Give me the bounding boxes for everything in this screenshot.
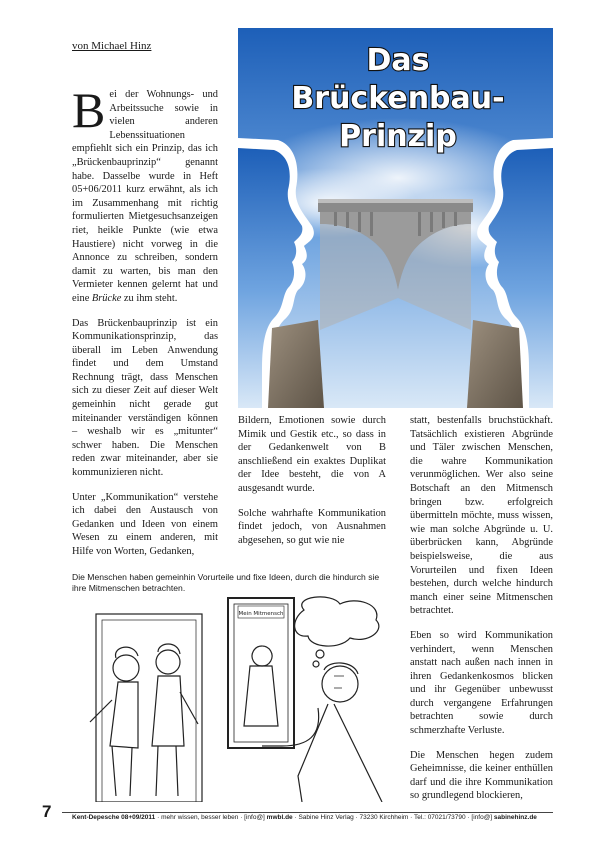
drop-cap: B (72, 82, 106, 138)
text-column-3 (410, 414, 553, 814)
paragraph: Bildern, Emotionen sowie durch Mimik und Gestik etc., so dass in der Gedankenwelt von B anschließend ein exaktes Duplikat der Idee besteht, die von A ausgesandt wurde. (238, 415, 386, 494)
sketch-illustration (72, 596, 390, 802)
figure-caption: Die Menschen haben gemeinhin Vorurteile und fixe Ideen, durch die hindurch sie ihre Mitmenschen betrachten. (72, 572, 380, 593)
paragraph: statt, bestenfalls bruchstückhaft. Tatsächlich existieren Abgründe und Täler zwischen Menschen, die wahre Kommunikation verunmöglichen. Wer also seine Botschaft an den Mitmensch bringen bzw. erfolgreich übermitteln möchte, muss wissen, wie man solche Abgründe u. U. überbrücken kann, Abgründe beispielsweise, die aus Vorurteilen und fixen Ideen bestehen, durch welche hindurch manch einer seine Mitmenschen betrachtet. (410, 415, 553, 617)
hero-title-line-2: Brückenbau- (291, 81, 505, 116)
paragraph: Bei der Wohnungs- und Arbeitssuche sowie in vielen anderen Lebenssituationen empfiehlt sich ein Prinzip, das ich „Brückenbauprinzip“ genannt habe. Dasselbe wurde in Heft 05+06/2011 kurz erwähnt, als ich im Zusammenhang mit richtig formulierten Mietgesuchsanzeigen riet, heikle Punkte (wie etwa Haustiere) nicht vorweg in die Annonce zu schreiben, sondern damit zu warten, bis man den Vermieter kennen gelernt hat und eine Brücke zu ihm steht. (72, 82, 218, 304)
paragraph: Die Menschen hegen zudem Geheimnisse, die keiner enthüllen darf und die ihre Kommunikation so grundlegend blockieren, (410, 749, 553, 802)
sketch-drawing (72, 596, 390, 802)
hero-illustration (238, 28, 553, 408)
byline: von Michael Hinz (72, 40, 152, 52)
text-column-2 (238, 414, 386, 558)
paragraph: Solche wahrhafte Kommunikation findet jedoch, von Ausnahmen abgesehen, so gut wie nie (238, 507, 386, 546)
paragraph: Das Brückenbauprinzip ist ein Kommunikationsprinzip, das überall im Leben Anwendung findet und dem Umstand Rechnung trägt, dass Menschen sich zu dieser Zeit auf dieser Welt gemeinhin nicht gerade gut miteinander verständigen können – weshalb wir es „mitunter“ schwer haben. Die Menschen reden zwar miteinander, aber sie kommunizieren nicht. (72, 317, 218, 479)
text-column-1 (72, 82, 218, 570)
left-rock (268, 320, 324, 408)
bridge-profiles-image (238, 28, 553, 408)
footer-site-link[interactable]: mwbl.de (266, 814, 293, 821)
paragraph: Eben so wird Kommunikation verhindert, wenn Menschen anstatt nach außen nach innen in ihren Gedankenkosmos blicken und ihr Gegenüber unbewusst durch vergangene Erfahrungen betrachten sowie durch schmerzhafte Verluste. (410, 629, 553, 737)
hero-title-line-3: Prinzip (339, 119, 457, 154)
footer-issue: Kent-Depesche 08+09/2011 (72, 814, 156, 821)
right-rock (467, 320, 523, 408)
footer-bar: Kent-Depesche 08+09/2011 · mehr wissen, besser leben · [info@] mwbl.de · Sabine Hinz Verlag · 73230 Kirchheim · Tel.: 07021/73790 · [info@] sabinehinz.de (72, 814, 537, 821)
mirror-label: Mein Mitmensch (238, 611, 284, 617)
footer-publisher-link[interactable]: sabinehinz.de (493, 814, 537, 821)
paragraph: Unter „Kommunikation“ verstehe ich dabei den Austausch von Gedanken und Ideen von einem Wesen zu einem anderen, mit Hilfe von Worten, Gedanken, (72, 491, 218, 557)
hero-title-line-1: Das (366, 43, 430, 78)
page-number: 7 (42, 802, 52, 821)
